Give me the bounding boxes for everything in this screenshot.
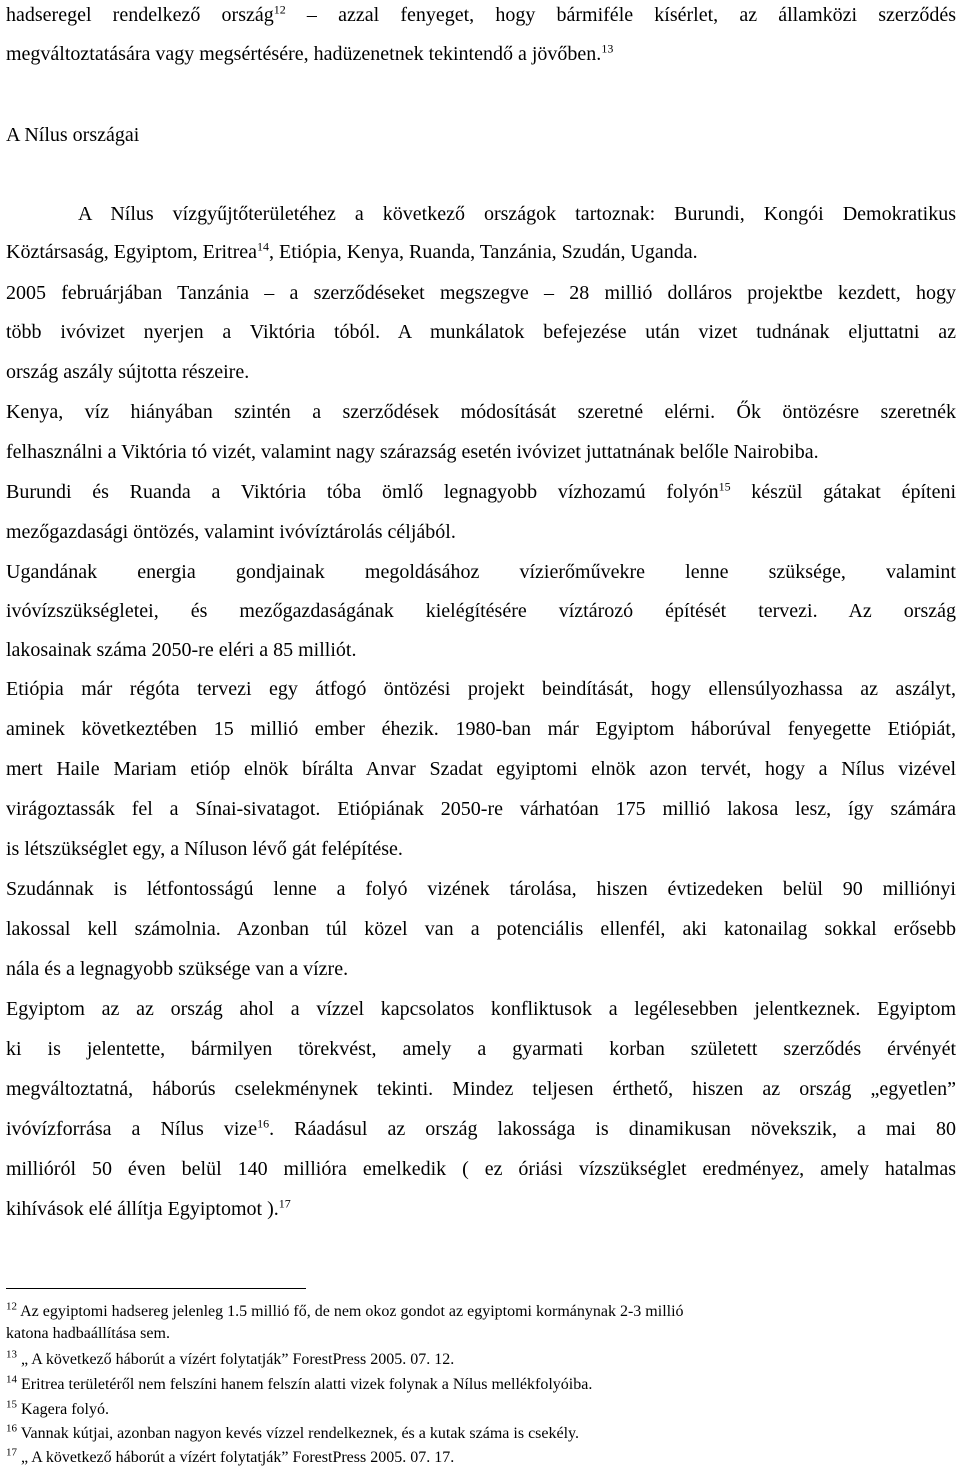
footnote-continuation: katona hadbaállítása sem. <box>6 1325 170 1342</box>
footnote-separator <box>6 1288 306 1289</box>
text-run: – azzal fenyeget, hogy bármiféle kísérlet, az államközi szerződés <box>285 4 956 26</box>
footnote <box>6 1375 956 1395</box>
footnote <box>6 1400 956 1420</box>
footnote-text: Az egyiptomi hadsereg jelenleg 1.5 millió fő, de nem okoz gondot az egyiptomi kormánynak 2-3 millió <box>17 1303 684 1320</box>
footnote-ref[interactable]: 13 <box>601 41 614 56</box>
body-line <box>6 1197 956 1221</box>
footnote-number: 17 <box>6 1446 17 1459</box>
footnote-ref[interactable]: 15 <box>718 479 731 494</box>
body-line: Egyiptom az az ország ahol a vízzel kapcsolatos konfliktusok a legélesebben jelentkeznek. Egyiptom <box>6 998 956 1020</box>
body-line: virágoztassák fel a Sínai-sivatagot. Etiópiának 2050-re várhatóan 175 millió lakosa lesz, így számára <box>6 798 956 820</box>
body-line: ivóvízszükségletei, és mezőgazdaságának kielégítésére víztározó építését tervezi. Az ország <box>6 600 956 622</box>
body-line <box>6 240 956 264</box>
footnote <box>6 1424 956 1444</box>
body-line <box>6 480 956 504</box>
body-line: Szudánnak is létfontosságú lenne a folyó vizének tárolása, hiszen évtizedeken belül 90 milliónyi <box>6 878 956 900</box>
body-line: lakossal kell számolnia. Azonban túl közel van a potenciális ellenfél, aki katonailag sokkal erősebb <box>6 918 956 940</box>
footnote-text: „ A következő háborút a vízért folytatják” ForestPress 2005. 07. 12. <box>17 1351 455 1368</box>
footnote-number: 15 <box>6 1398 17 1411</box>
footnote-number: 12 <box>6 1300 17 1313</box>
footnote <box>6 1448 956 1468</box>
body-line: Ugandának energia gondjainak megoldásához vízierőművekre lenne szüksége, valamint <box>6 561 956 583</box>
footnote-number: 14 <box>6 1373 17 1386</box>
body-line <box>6 1117 956 1141</box>
body-line: ki is jelentette, bármilyen törekvést, amely a gyarmati korban született szerződés érvényét <box>6 1038 956 1060</box>
section-heading: A Nílus országai <box>6 124 140 146</box>
text-run: ivóvízforrása a Nílus vize <box>6 1118 258 1140</box>
body-line: ország aszály sújtotta részeire. <box>6 361 250 383</box>
text-run: kihívások elé állítja Egyiptomot ). <box>6 1198 279 1220</box>
body-line: millióról 50 éven belül 140 millióra emelkedik ( ez óriási vízszükséglet eredményez, amely hatalmas <box>6 1158 956 1180</box>
body-line: több ivóvizet nyerjen a Viktória tóból. A munkálatok befejezése után vizet tudnának eljuttatni az <box>6 321 956 343</box>
body-line: mert Haile Mariam etióp elnök bírálta Anvar Szadat egyiptomi elnök azon tervét, hogy a Nílus vizével <box>6 758 956 780</box>
body-line <box>6 3 956 27</box>
text-run: . Ráadásul az ország lakossága is dinamikusan növekszik, a mai 80 <box>269 1118 956 1140</box>
body-line: aminek következtében 15 millió ember éhezik. 1980-ban már Egyiptom háborúval fenyegette Etiópiát, <box>6 718 956 740</box>
body-line: is létszükséglet egy, a Níluson lévő gát felépítése. <box>6 838 403 860</box>
text-run: megváltoztatására vagy megsértésére, hadüzenetnek tekintendő a jövőben. <box>6 43 602 65</box>
footnote-text: Vannak kútjai, azonban nagyon kevés vízzel rendelkeznek, és a kutak száma is csekély. <box>17 1425 580 1442</box>
body-line: Kenya, víz hiányában szintén a szerződések módosítását szeretné elérni. Ők öntözésre szeretnék <box>6 401 956 423</box>
text-run: Köztársaság, Egyiptom, Eritrea <box>6 241 258 263</box>
body-line: megváltoztatná, háborús cselekménynek tekinti. Mindez teljesen érthető, hiszen az ország „egyetlen” <box>6 1078 956 1100</box>
footnote-ref[interactable]: 14 <box>257 239 270 254</box>
text-run: , Etiópia, Kenya, Ruanda, Tanzánia, Szudán, Uganda. <box>269 241 698 263</box>
footnote-text: Eritrea területéről nem felszíni hanem felszín alatti vizek folynak a Nílus mellékfolyóiba. <box>17 1376 593 1393</box>
body-line: 2005 februárjában Tanzánia – a szerződéseket megszegve – 28 millió dolláros projektbe kezdett, hogy <box>6 282 956 304</box>
body-line: Etiópia már régóta tervezi egy átfogó öntözési projekt beindítását, hogy ellensúlyozhassa az aszályt, <box>6 678 956 700</box>
text-run: készül gátakat építeni <box>730 481 957 503</box>
body-line: nála és a legnagyobb szüksége van a vízre. <box>6 958 349 980</box>
body-line: A Nílus vízgyűjtőterületéhez a következő országok tartoznak: Burundi, Kongói Demokratikus <box>78 203 956 225</box>
footnote-ref[interactable]: 17 <box>278 1196 291 1211</box>
text-run: hadseregel rendelkező ország <box>6 4 274 26</box>
footnote-number: 16 <box>6 1422 17 1435</box>
body-line: mezőgazdasági öntözés, valamint ivóvíztárolás céljából. <box>6 521 456 543</box>
footnote-ref[interactable]: 12 <box>273 2 286 17</box>
body-line: lakosainak száma 2050-re eléri a 85 milliót. <box>6 639 357 661</box>
footnote <box>6 1302 956 1322</box>
footnote-text: Kagera folyó. <box>17 1401 109 1418</box>
body-line <box>6 42 956 66</box>
footnote <box>6 1350 956 1370</box>
footnote-ref[interactable]: 16 <box>257 1116 270 1131</box>
footnote-number: 13 <box>6 1348 17 1361</box>
text-run: Burundi és Ruanda a Viktória tóba ömlő legnagyobb vízhozamú folyón <box>6 481 719 503</box>
footnote-text: „ A következő háborút a vízért folytatják” ForestPress 2005. 07. 17. <box>17 1449 455 1466</box>
body-line: felhasználni a Viktória tó vizét, valamint nagy szárazság esetén ivóvizet juttatnának belőle Nairobiba. <box>6 441 819 463</box>
